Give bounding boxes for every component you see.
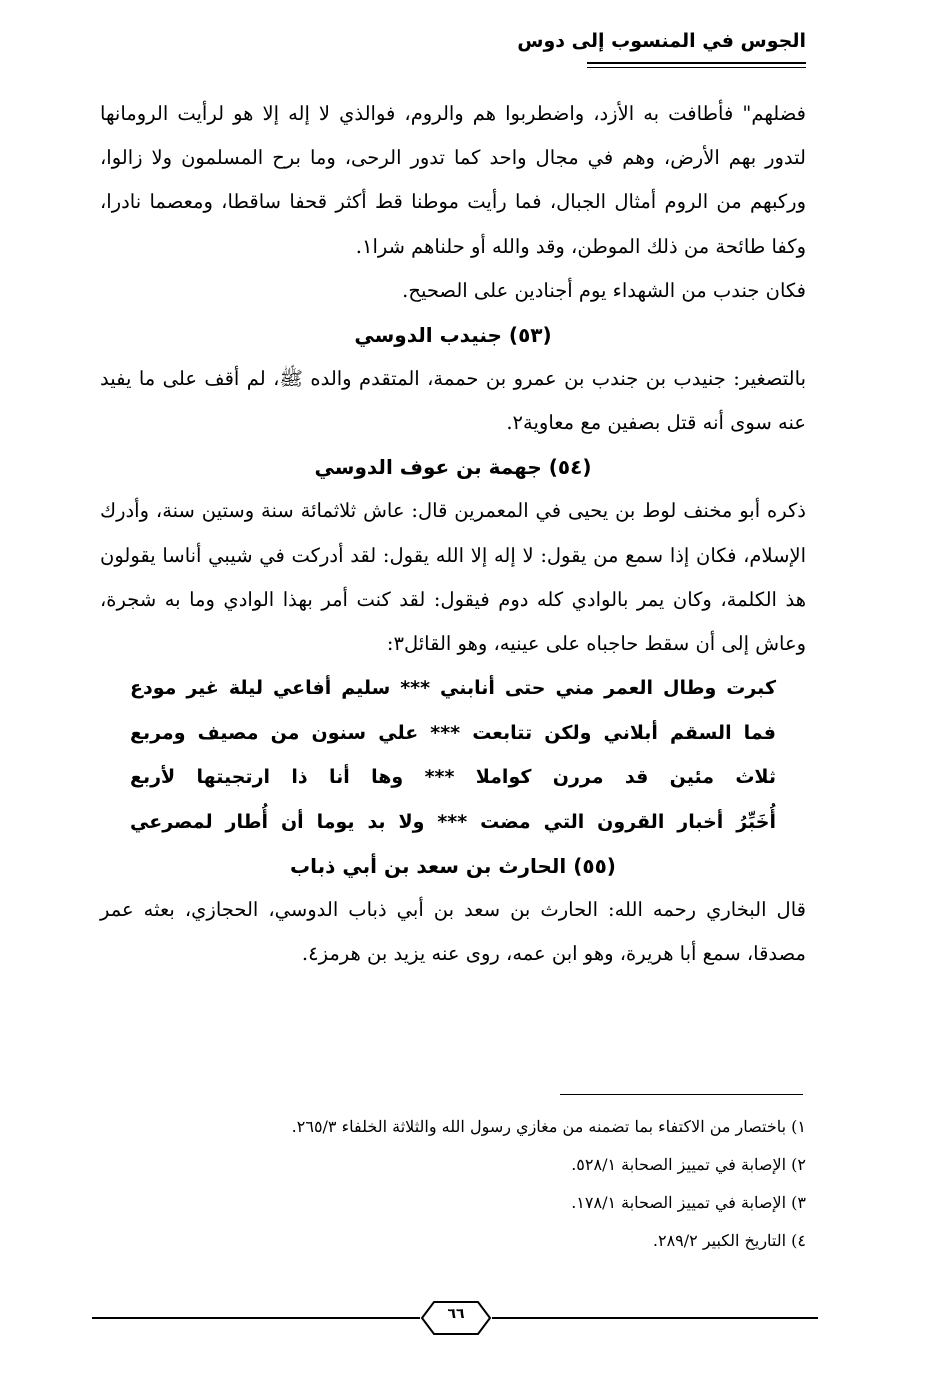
page-number: ٦٦	[447, 1306, 465, 1322]
poem-verse: أُخَبِّرُ أخبار القرون التي مضت *** ولا بد يوما أن أُطار لمصرعي	[130, 810, 776, 833]
footnote-1: ١) باختصار من الاكتفاء بما تضمنه من مغازي رسول الله والثلاثة الخلفاء ٢٦٥/٣.	[291, 1117, 806, 1136]
header-rule-thin	[587, 67, 806, 68]
entry-heading-53: (٥٣) جنيدب الدوسي	[354, 323, 552, 348]
running-header: الجوس في المنسوب إلى دوس	[517, 30, 806, 52]
paragraph-battle: فضلهم" فأطافت به الأزد، واضطربوا هم والروم، فوالذي لا إله إلا هو لرأيت الرومانها لتدور بهم الأرض، وهم في مجال واحد كما تدور الرحى، وما برح المسلمون ولا زالوا، وركبهم من الروم أمثال الجبال، فما رأيت موطنا قط أكثر قحفا ساقطا، ومعصما نادرا، وكفا طائحة من ذلك الموطن، وقد والله أو حلناهم شرا١.	[100, 102, 806, 258]
entry-heading-54: (٥٤) جهمة بن عوف الدوسي	[314, 455, 592, 480]
poem-verse: ثلاث مئين قد مررن كواملا *** وها أنا ذا ارتجيتها لأربع	[130, 766, 776, 789]
poem-verse: فما السقم أبلاني ولكن تتابعت *** علي سنون من مصيف ومربع	[130, 721, 776, 744]
poem-verse: كبرت وطال العمر مني حتى أنابني *** سليم أفاعي ليلة غير مودع	[130, 677, 776, 700]
paragraph-harith: قال البخاري رحمه الله: الحارث بن سعد بن أبي ذباب الدوسي، الحجازي، بعثه عمر مصدقا، سمع أبا هريرة، وهو ابن عمه، روى عنه يزيد بن هرمز٤.	[100, 898, 806, 966]
paragraph-junaydib: بالتصغير: جنيدب بن جندب بن عمرو بن حممة، المتقدم والده ﷺ، لم أقف على ما يفيد عنه سوى أنه قتل بصفين مع معاوية٢.	[100, 367, 806, 435]
footnote-3: ٣) الإصابة في تمييز الصحابة ١٧٨/١.	[571, 1193, 806, 1212]
footnote-separator	[560, 1094, 803, 1095]
entry-heading-55: (٥٥) الحارث بن سعد بن أبي ذباب	[290, 854, 616, 879]
header-rule-thick	[587, 62, 806, 64]
paragraph-jahma: ذكره أبو مخنف لوط بن يحيى في المعمرين قال: عاش ثلاثمائة سنة وستين سنة، وأدرك الإسلام، فكان إذا سمع من يقول: لا إله إلا الله يقول: لقد أدركت في شيبي أناسا يقولون هذ الكلمة، وكان يمر بالوادي كله دوم فيقول: لقد كنت أمر بهذا الوادي وما به شجرة، وعاش إلى أن سقط حاجباه على عينيه، وهو القائل٣:	[100, 499, 806, 656]
footnote-4: ٤) التاريخ الكبير ٢٨٩/٢.	[652, 1231, 806, 1250]
footnote-2: ٢) الإصابة في تمييز الصحابة ٥٢٨/١.	[571, 1155, 806, 1174]
main-text	[100, 92, 806, 977]
footnotes	[126, 1108, 806, 1260]
footer-rule-left	[92, 1317, 420, 1319]
footer-rule-right	[492, 1317, 818, 1319]
paragraph-jundab-fate: فكان جندب من الشهداء يوم أجنادين على الصحيح.	[402, 278, 806, 302]
